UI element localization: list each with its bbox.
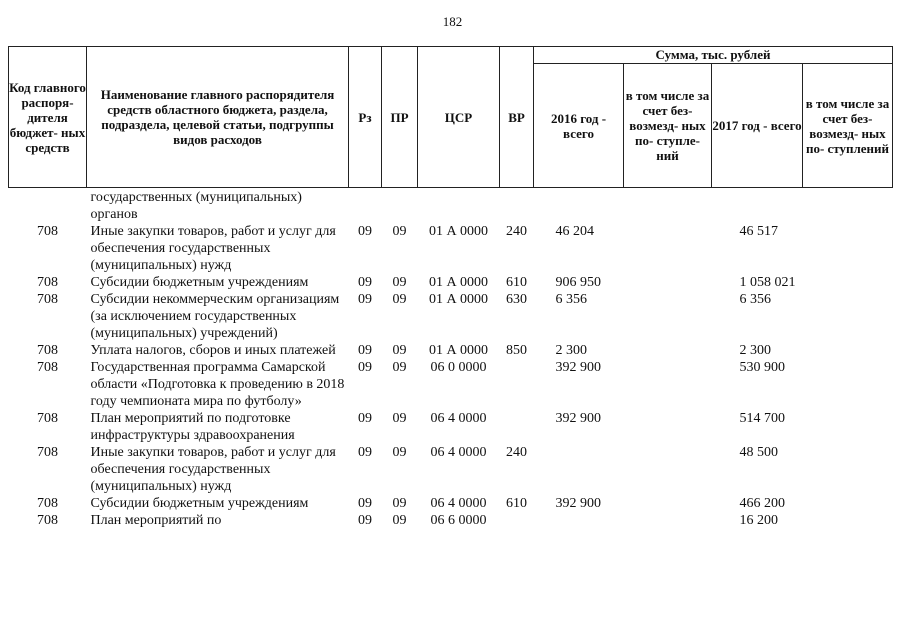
sum-2017-cell: 46 517 [739, 224, 778, 239]
sum-2016-cell: 392 900 [555, 360, 601, 375]
sum-2016-cell [534, 512, 624, 529]
csr-cell: 06 6 0000 [430, 513, 487, 528]
header-2016-free: в том числе за счет без- возмезд- ных по- ступле- ний [624, 64, 712, 188]
header-code: Код главного распоря- дителя бюджет- ных средств [9, 47, 87, 188]
free-2017-cell [803, 342, 893, 359]
free-2017-cell [803, 359, 893, 410]
free-2016-cell [624, 410, 712, 444]
header-csr: ЦСР [418, 47, 500, 188]
pr-cell: 09 [392, 224, 407, 239]
budget-table [8, 46, 893, 529]
csr-cell: 06 4 0000 [430, 411, 487, 426]
free-2017-cell [803, 274, 893, 291]
rz-cell: 09 [358, 411, 372, 426]
free-2016-cell [624, 444, 712, 495]
header-pr: ПР [382, 47, 418, 188]
name-cell: План мероприятий по подготовке инфраструктуры здравоохранения [90, 411, 295, 443]
csr-cell: 06 4 0000 [430, 445, 487, 460]
vr-cell: 240 [506, 445, 527, 460]
code-cell: 708 [37, 360, 58, 375]
pr-cell [382, 188, 418, 224]
free-2017-cell [803, 444, 893, 495]
vr-cell: 240 [506, 224, 527, 239]
pr-cell: 09 [392, 411, 407, 426]
free-2017-cell [803, 223, 893, 274]
table-row [9, 342, 893, 359]
vr-cell: 610 [506, 496, 527, 511]
sum-2017-cell: 16 200 [739, 513, 778, 528]
sum-2017-cell: 466 200 [739, 496, 785, 511]
rz-cell: 09 [358, 343, 372, 358]
name-cell: Субсидии бюджетным учреждениям [90, 275, 309, 290]
header-sum-group: Сумма, тыс. рублей [534, 47, 893, 64]
table-row [9, 444, 893, 495]
pr-cell: 09 [392, 445, 407, 460]
table-body [9, 188, 893, 530]
header-name: Наименование главного распорядителя средств областного бюджета, раздела, подраздела, целевой статьи, подгруппы видов расходов [87, 47, 349, 188]
pr-cell: 09 [392, 496, 407, 511]
name-cell: государственных (муниципальных) органов [90, 190, 302, 222]
sum-2016-cell: 392 900 [555, 411, 601, 426]
free-2016-cell [624, 223, 712, 274]
free-2017-cell [803, 512, 893, 529]
csr-cell: 01 А 0000 [428, 343, 489, 358]
rz-cell: 09 [358, 292, 372, 307]
sum-2017-cell: 514 700 [739, 411, 785, 426]
csr-cell: 06 0 0000 [430, 360, 487, 375]
free-2017-cell [803, 495, 893, 512]
free-2016-cell [624, 188, 712, 224]
free-2016-cell [624, 274, 712, 291]
free-2017-cell [803, 410, 893, 444]
vr-cell: 630 [506, 292, 527, 307]
vr-cell: 610 [506, 275, 527, 290]
code-cell: 708 [37, 411, 58, 426]
vr-cell: 850 [506, 343, 527, 358]
sum-2016-cell [534, 188, 624, 224]
code-cell: 708 [37, 513, 58, 528]
code-cell: 708 [37, 224, 58, 239]
header-2016-total: 2016 год - всего [534, 64, 624, 188]
table-row [9, 512, 893, 529]
sum-2016-cell: 906 950 [555, 275, 601, 290]
table-row [9, 291, 893, 342]
sum-2017-cell: 48 500 [739, 445, 778, 460]
code-cell: 708 [37, 496, 58, 511]
free-2016-cell [624, 342, 712, 359]
header-2017-total: 2017 год - всего [712, 64, 803, 188]
free-2017-cell [803, 291, 893, 342]
vr-cell [500, 359, 534, 410]
free-2016-cell [624, 512, 712, 529]
sum-2017-cell: 6 356 [739, 292, 771, 307]
rz-cell: 09 [358, 496, 372, 511]
sum-2016-cell: 2 300 [555, 343, 587, 358]
code-cell: 708 [37, 292, 58, 307]
name-cell: Государственная программа Самарской области «Подготовка к проведению в 2018 году чемпионата мира по футболу» [90, 360, 345, 409]
code-cell: 708 [37, 343, 58, 358]
vr-cell [500, 410, 534, 444]
table-row [9, 274, 893, 291]
table-row [9, 359, 893, 410]
rz-cell [349, 188, 382, 224]
rz-cell: 09 [358, 360, 372, 375]
sum-2016-cell: 46 204 [555, 224, 594, 239]
table-row [9, 410, 893, 444]
pr-cell: 09 [392, 513, 407, 528]
pr-cell: 09 [392, 360, 407, 375]
header-vr: ВР [500, 47, 534, 188]
sum-2016-cell: 6 356 [555, 292, 587, 307]
sum-2017-cell: 530 900 [739, 360, 785, 375]
header-rz: Рз [349, 47, 382, 188]
sum-2016-cell: 392 900 [555, 496, 601, 511]
header-2017-free: в том числе за счет без- возмезд- ных по- ступлений [803, 64, 893, 188]
code-cell: 708 [37, 275, 58, 290]
pr-cell: 09 [392, 343, 407, 358]
name-cell: Субсидии некоммерческим организациям (за исключением государственных (муниципальных) учреждений) [90, 292, 340, 341]
name-cell: План мероприятий по [90, 513, 222, 528]
csr-cell: 01 А 0000 [428, 224, 489, 239]
csr-cell: 01 А 0000 [428, 292, 489, 307]
rz-cell: 09 [358, 445, 372, 460]
rz-cell: 09 [358, 275, 372, 290]
sum-2016-cell [534, 444, 624, 495]
table-row [9, 188, 893, 224]
rz-cell: 09 [358, 224, 372, 239]
pr-cell: 09 [392, 292, 407, 307]
free-2016-cell [624, 359, 712, 410]
pr-cell: 09 [392, 275, 407, 290]
name-cell: Уплата налогов, сборов и иных платежей [90, 343, 336, 358]
csr-cell: 06 4 0000 [430, 496, 487, 511]
name-cell: Субсидии бюджетным учреждениям [90, 496, 309, 511]
csr-cell: 01 А 0000 [428, 275, 489, 290]
sum-2017-cell: 1 058 021 [739, 275, 796, 290]
vr-cell [500, 188, 534, 224]
sum-2017-cell [712, 188, 803, 224]
code-cell [9, 188, 87, 224]
page-number: 182 [442, 14, 463, 29]
table-row [9, 223, 893, 274]
free-2017-cell [803, 188, 893, 224]
free-2016-cell [624, 291, 712, 342]
csr-cell [418, 188, 500, 224]
table-header [9, 47, 893, 188]
table-row [9, 495, 893, 512]
vr-cell [500, 512, 534, 529]
code-cell: 708 [37, 445, 58, 460]
rz-cell: 09 [358, 513, 372, 528]
name-cell: Иные закупки товаров, работ и услуг для обеспечения государственных (муниципальных) нужд [90, 445, 336, 494]
free-2016-cell [624, 495, 712, 512]
name-cell: Иные закупки товаров, работ и услуг для обеспечения государственных (муниципальных) нужд [90, 224, 336, 273]
sum-2017-cell: 2 300 [739, 343, 771, 358]
